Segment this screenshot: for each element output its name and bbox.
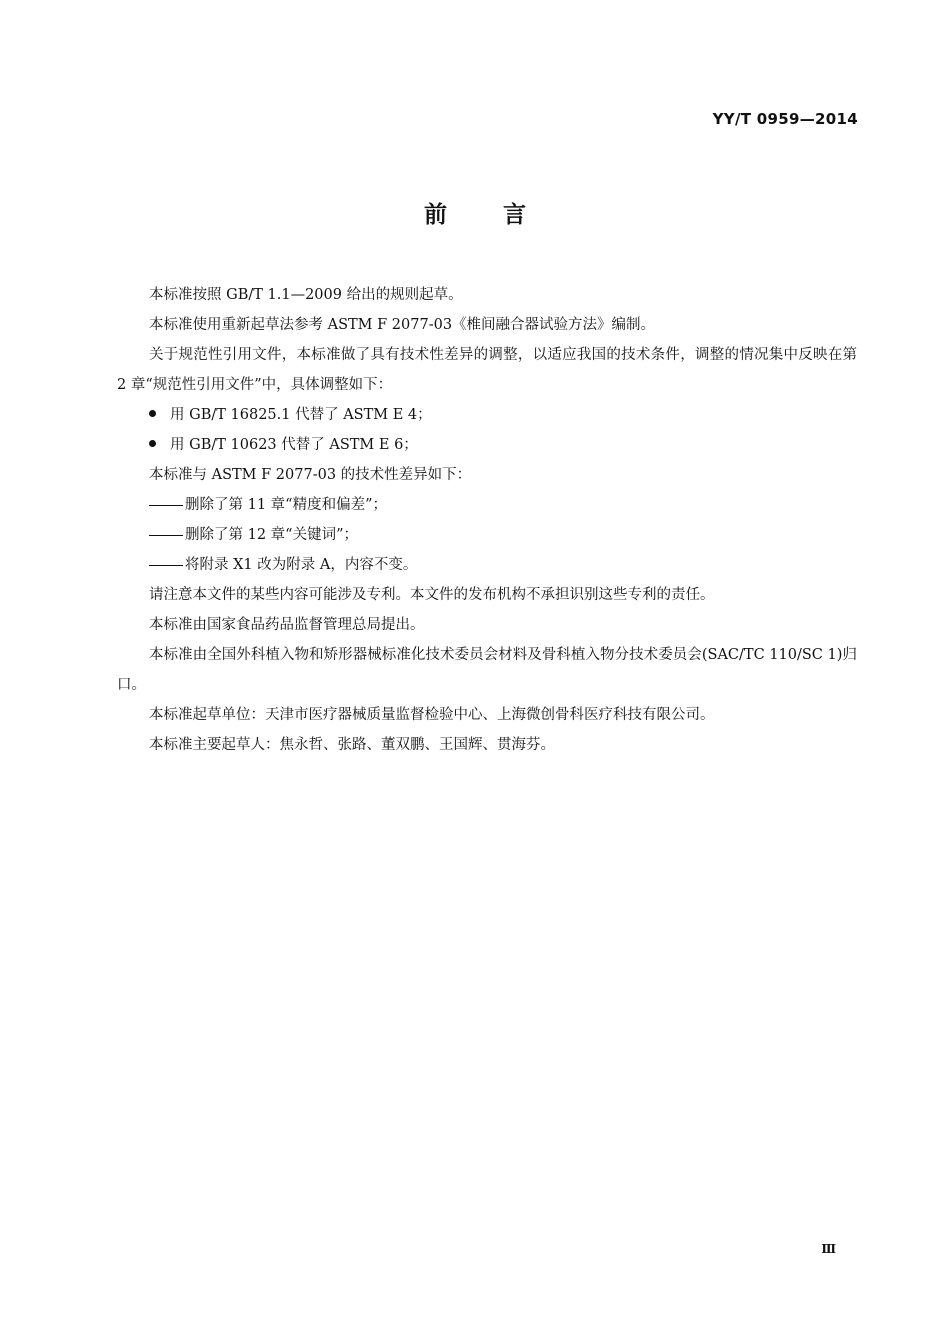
paragraph-reference-method: 本标准使用重新起草法参考 ASTM F 2077-03《椎间融合器试验方法》编制。 <box>149 317 656 333</box>
bullet-icon <box>149 410 156 417</box>
paragraph-drafting-units: 本标准起草单位：天津市医疗器械质量监督检验中心、上海微创骨科医疗科技有限公司。 <box>149 707 715 723</box>
paragraph-proposer: 本标准由国家食品药品监督管理总局提出。 <box>149 617 425 633</box>
dash-item <box>117 490 857 520</box>
dash-text: 将附录 X1 改为附录 A，内容不变。 <box>185 557 418 573</box>
bullet-item <box>117 430 857 460</box>
dash-item <box>117 520 857 550</box>
dash-text: 删除了第 11 章“精度和偏差”； <box>185 497 387 513</box>
paragraph-drafting-rules: 本标准按照 GB/T 1.1—2009 给出的规则起草。 <box>149 287 463 303</box>
page-title: 前言 <box>424 202 582 228</box>
paragraph-patent-notice: 请注意本文件的某些内容可能涉及专利。本文件的发布机构不承担识别这些专利的责任。 <box>149 587 715 603</box>
document-body <box>117 280 857 760</box>
paragraph-normative-references: 关于规范性引用文件，本标准做了具有技术性差异的调整，以适应我国的技术条件，调整的情况集中反映在第 2 章“规范性引用文件”中，具体调整如下： <box>117 347 857 393</box>
bullet-icon <box>149 440 156 447</box>
page-number: Ⅲ <box>821 1242 836 1256</box>
paragraph-committee: 本标准由全国外科植入物和矫形器械标准化技术委员会材料及骨科植入物分技术委员会(SAC/TC 110/SC 1)归口。 <box>117 647 857 693</box>
dash-icon <box>149 535 183 536</box>
dash-text: 删除了第 12 章“关键词”； <box>185 527 358 543</box>
bullet-text: 用 GB/T 16825.1 代替了 ASTM E 4； <box>170 407 432 423</box>
dash-icon <box>149 505 183 506</box>
bullet-text: 用 GB/T 10623 代替了 ASTM E 6； <box>170 437 418 453</box>
paragraph-drafters: 本标准主要起草人：焦永哲、张路、董双鹏、王国辉、贯海芬。 <box>149 737 555 753</box>
standard-number: YY/T 0959—2014 <box>712 110 858 128</box>
bullet-item <box>117 400 857 430</box>
paragraph-technical-differences: 本标准与 ASTM F 2077-03 的技术性差异如下： <box>149 467 472 483</box>
dash-icon <box>149 565 183 566</box>
dash-item <box>117 550 857 580</box>
